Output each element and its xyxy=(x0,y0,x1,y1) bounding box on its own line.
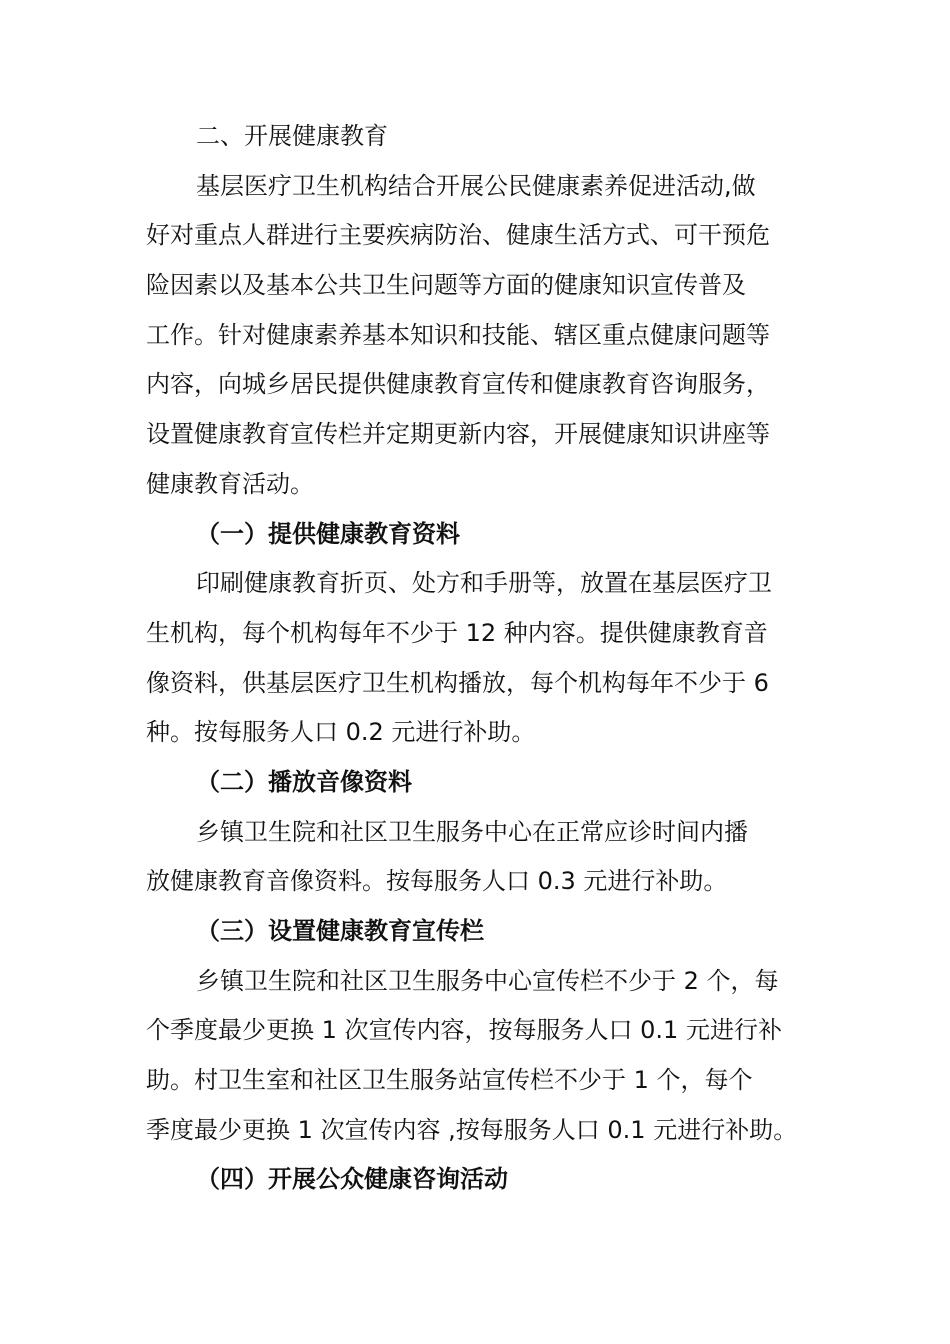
paragraph-line: 生机构，每个机构每年不少于 12 种内容。提供健康教育音 xyxy=(146,618,768,647)
paragraph-line: 像资料，供基层医疗卫生机构播放，每个机构每年不少于 6 xyxy=(146,668,769,697)
paragraph-line: 乡镇卫生院和社区卫生服务中心在正常应诊时间内播 xyxy=(196,817,748,846)
document-body xyxy=(146,112,808,1205)
paragraph-line: 基层医疗卫生机构结合开展公民健康素养促进活动,做 xyxy=(196,171,756,200)
paragraph-line: 印刷健康教育折页、处方和手册等，放置在基层医疗卫 xyxy=(196,569,772,598)
section-heading: 二、开展健康教育 xyxy=(196,122,388,150)
paragraph-line: 季度最少更换 1 次宣传内容 ,按每服务人口 0.1 元进行补助。 xyxy=(146,1115,798,1144)
paragraph-line: 助。村卫生室和社区卫生服务站宣传栏不少于 1 个，每个 xyxy=(146,1066,753,1095)
subsection-heading: （二）播放音像资料 xyxy=(196,767,412,796)
paragraph-line: 健康教育活动。 xyxy=(146,469,314,498)
paragraph-line: 放健康教育音像资料。按每服务人口 0.3 元进行补助。 xyxy=(146,867,728,896)
paragraph-line: 个季度最少更换 1 次宣传内容，按每服务人口 0.1 元进行补 xyxy=(146,1016,782,1045)
paragraph-line: 乡镇卫生院和社区卫生服务中心宣传栏不少于 2 个，每 xyxy=(196,966,779,995)
subsection-heading: （四）开展公众健康咨询活动 xyxy=(196,1165,508,1194)
paragraph-line: 好对重点人群进行主要疾病防治、健康生活方式、可干预危 xyxy=(146,221,770,250)
subsection-heading: （一）提供健康教育资料 xyxy=(196,519,460,548)
paragraph-line: 设置健康教育宣传栏并定期更新内容，开展健康知识讲座等 xyxy=(146,420,770,449)
paragraph-line: 险因素以及基本公共卫生问题等方面的健康知识宣传普及 xyxy=(146,271,746,300)
paragraph-line: 种。按每服务人口 0.2 元进行补助。 xyxy=(146,718,536,747)
paragraph-line: 工作。针对健康素养基本知识和技能、辖区重点健康问题等 xyxy=(146,320,770,349)
subsection-heading: （三）设置健康教育宣传栏 xyxy=(196,917,484,945)
paragraph-line: 内容，向城乡居民提供健康教育宣传和健康教育咨询服务， xyxy=(146,370,770,399)
